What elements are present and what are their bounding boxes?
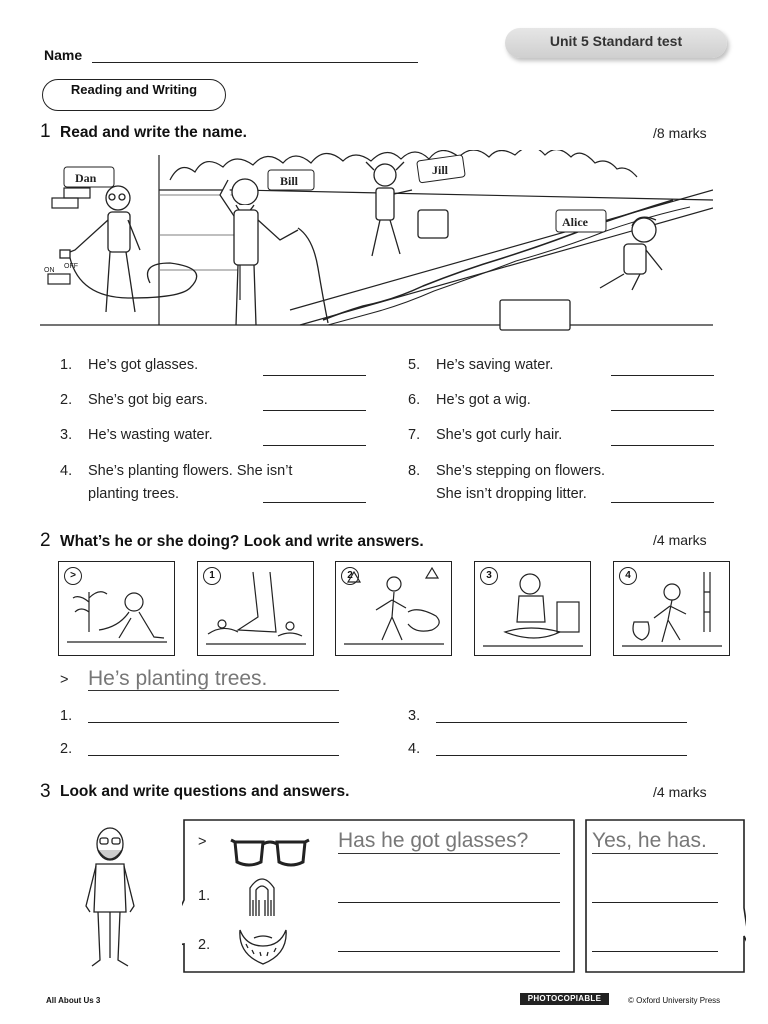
ex1-answer-line-4[interactable] xyxy=(263,502,366,503)
ex1-item-6: 6. He’s got a wig. xyxy=(408,392,531,408)
ex1-answer-line-2[interactable] xyxy=(263,410,366,411)
footer-book-title: All About Us 3 xyxy=(46,996,101,1005)
ex2-example-answer: He’s planting trees. xyxy=(88,667,268,690)
ex1-item-8-line2: She isn’t dropping litter. xyxy=(436,486,587,502)
ex3-example-question-underline xyxy=(338,853,560,854)
ex1-answer-line-1[interactable] xyxy=(263,375,366,376)
man-with-glasses-illustration xyxy=(70,820,152,972)
ex2-picture-2: 2 xyxy=(335,561,452,656)
ex1-item-8: 8. She’s stepping on flowers. xyxy=(408,463,606,479)
exercise-3-marks: /4 marks xyxy=(653,784,707,800)
garden-scene-illustration xyxy=(40,150,713,346)
ex2-answer-line-2[interactable] xyxy=(88,755,339,756)
ex1-item-4-line2: planting trees. xyxy=(88,486,180,502)
name-tag-bill: Bill xyxy=(280,174,299,188)
ex2-answer-line-1[interactable] xyxy=(88,722,339,723)
section-label: Reading and Writing xyxy=(42,79,226,111)
ex3-example-answer-underline xyxy=(592,853,718,854)
exercise-1-title: Read and write the name. xyxy=(60,124,247,141)
ex3-answer-line-1[interactable] xyxy=(592,902,718,903)
photocopiable-badge: PHOTOCOPIABLE xyxy=(520,993,609,1005)
ex1-answer-line-3[interactable] xyxy=(263,445,366,446)
ex2-example-underline xyxy=(88,690,339,691)
ex1-item-4: 4. She’s planting flowers. She isn’t xyxy=(60,463,293,479)
ex2-picture-1: 1 xyxy=(197,561,314,656)
ex2-answer-number-2: 2. xyxy=(60,741,73,757)
unit-title-badge: Unit 5 Standard test xyxy=(505,28,727,58)
ex1-item-5: 5. He’s saving water. xyxy=(408,357,554,373)
name-tag-alice: Alice xyxy=(562,215,588,229)
name-write-line[interactable] xyxy=(92,62,418,63)
ex1-item-2: 2. She’s got big ears. xyxy=(60,392,208,408)
ex1-item-1: 1. He’s got glasses. xyxy=(60,357,199,373)
exercise-1-number: 1 xyxy=(40,121,51,142)
ex1-answer-line-5[interactable] xyxy=(611,375,714,376)
ex2-answer-number-4: 4. xyxy=(408,741,421,757)
ex3-answer-line-2[interactable] xyxy=(592,951,718,952)
footer-publisher: © Oxford University Press xyxy=(628,996,721,1005)
ex1-answer-line-8[interactable] xyxy=(611,502,714,503)
exercise-1-marks: /8 marks xyxy=(653,125,707,141)
ex3-example-marker: > xyxy=(198,834,207,850)
ex2-picture-example: > xyxy=(58,561,175,656)
ex2-example-marker: > xyxy=(60,672,69,688)
ex2-picture-4: 4 xyxy=(613,561,730,656)
ex2-answer-line-4[interactable] xyxy=(436,755,687,756)
exercise-2-title: What’s he or she doing? Look and write answers. xyxy=(60,533,424,550)
alice-figure xyxy=(500,217,662,330)
ex3-example-answer: Yes, he has. xyxy=(592,829,707,852)
ex2-answer-line-3[interactable] xyxy=(436,722,687,723)
ex2-picture-3: 3 xyxy=(474,561,591,656)
exercise-3-number: 3 xyxy=(40,781,51,802)
glasses-icon xyxy=(229,832,311,872)
ex2-answer-number-1: 1. xyxy=(60,708,73,724)
ex3-row-number-2: 2. xyxy=(198,937,211,953)
ex3-example-question: Has he got glasses? xyxy=(338,829,529,852)
ex3-row-number-1: 1. xyxy=(198,888,211,904)
ex1-answer-line-6[interactable] xyxy=(611,410,714,411)
name-tag-dan: Dan xyxy=(75,171,97,185)
hose-on-label: ON xyxy=(44,267,55,274)
ex1-answer-line-7[interactable] xyxy=(611,445,714,446)
beard-icon xyxy=(234,924,292,968)
bill-figure xyxy=(220,179,328,325)
ex1-item-7: 7. She’s got curly hair. xyxy=(408,427,563,443)
exercise-3-title: Look and write questions and answers. xyxy=(60,783,350,800)
exercise-2-number: 2 xyxy=(40,530,51,551)
name-label: Name xyxy=(44,47,83,63)
dan-figure xyxy=(60,186,197,312)
ex2-answer-number-3: 3. xyxy=(408,708,421,724)
hose-off-label: OFF xyxy=(64,263,78,270)
ex1-item-3: 3. He’s wasting water. xyxy=(60,427,213,443)
ex3-question-line-1[interactable] xyxy=(338,902,560,903)
name-tag-jill: Jill xyxy=(432,163,449,177)
exercise-2-marks: /4 marks xyxy=(653,532,707,548)
wig-icon xyxy=(244,870,280,920)
ex3-question-line-2[interactable] xyxy=(338,951,560,952)
